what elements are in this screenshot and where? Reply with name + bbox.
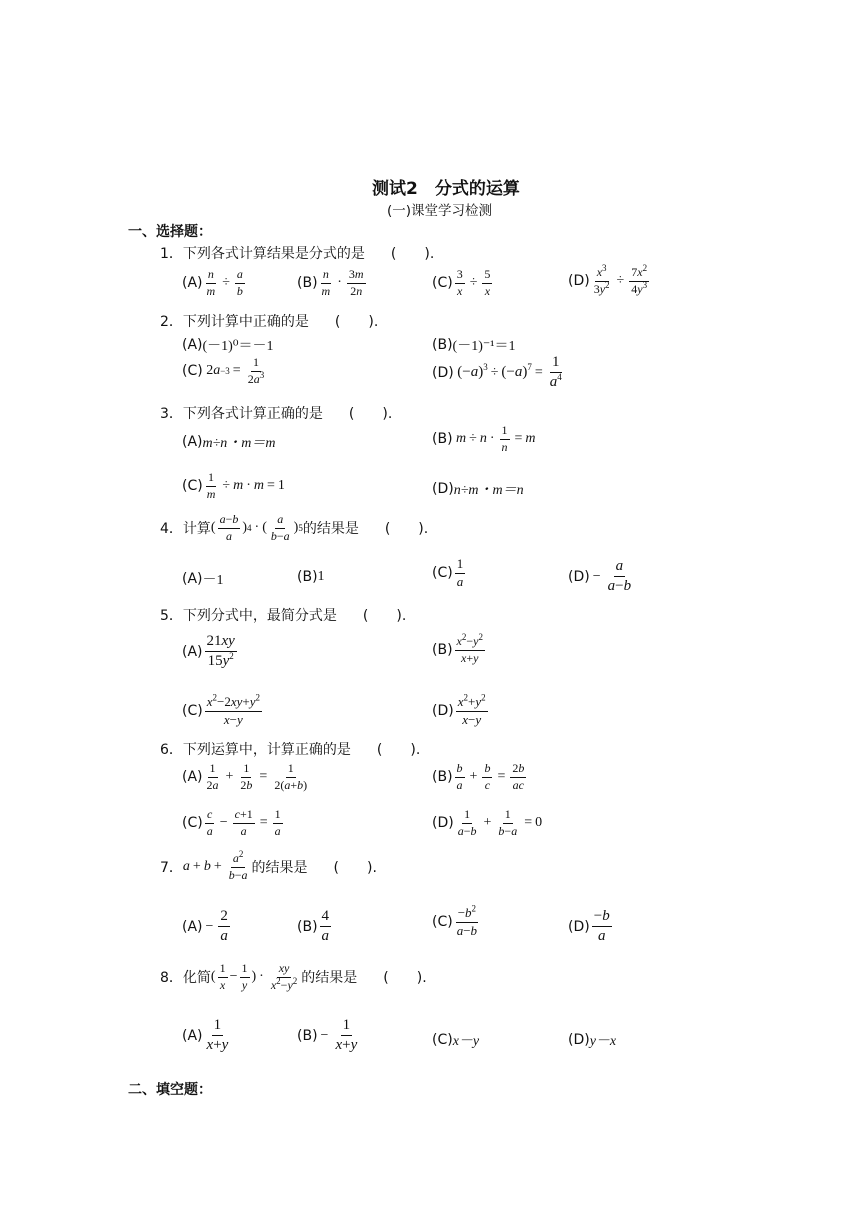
question-4: 4．计算 ( $\frac{a-b}{a}$ ) 4 · ( $\frac{a}{b-a}$ ) 5 的结果是 ( ).: [160, 512, 429, 543]
q6-option-a: (A) $\frac{1}{2a}$ + $\frac{1}{2b}$ = $\frac{1}{2(a+b)}$: [182, 761, 308, 792]
q1-option-c: (C) $\frac{3}{x}$ ÷ $\frac{5}{x}$: [432, 267, 491, 298]
q2-option-a: (A) (－1)⁰＝－1: [182, 337, 274, 354]
question-3-stem: 3．下列各式计算正确的是: [160, 406, 323, 422]
q6-option-d: (D) $\frac{1}{a-b}$ + $\frac{1}{b-a}$ = 0: [432, 807, 543, 838]
question-5: 5．下列分式中，最简分式是 ( ).: [160, 605, 406, 625]
section-heading-choice: 一、选择题：: [128, 224, 212, 240]
q5-option-c: (C) $\frac{x^2-2xy+y^2}{x-y}$: [182, 692, 260, 727]
q7-option-a: (A) − $\frac{2}{a}$: [182, 908, 228, 945]
question-5-stem: 5．下列分式中，最简分式是: [160, 608, 337, 624]
q7-option-c: (C) $\frac{-b^2}{a-b}$: [432, 903, 478, 938]
q3-option-a: (A) m÷n・m＝m: [182, 434, 276, 451]
q2-option-d: (D) $(-a)^3$ ÷ $(-a)^7$ = $\frac{1}{a^4}$: [432, 354, 562, 391]
q8-option-c: (C) x－y: [432, 1032, 480, 1049]
q7-option-b: (B) $\frac{4}{a}$: [297, 908, 330, 945]
q8-option-d: (D) y－x: [568, 1032, 617, 1049]
question-6-stem: 6．下列运算中，计算正确的是: [160, 742, 351, 758]
q4-option-d: (D) − $\frac{a}{a-b}$: [568, 558, 632, 595]
q5-option-b: (B) $\frac{x^2-y^2}{x+y}$: [432, 632, 483, 665]
q4-option-c: (C) $\frac{1}{a}$: [432, 556, 464, 589]
q2-option-c: (C) 2 a −3 = $\frac{1}{2a^3}$: [182, 355, 265, 386]
q3-option-c: (C) $\frac{1}{m}$ ÷ m · m = 1: [182, 470, 285, 501]
q8-option-a: (A) $\frac{1}{x+y}$: [182, 1017, 229, 1054]
q1-option-a: (A) $\frac{n}{m}$ ÷ $\frac{a}{b}$: [182, 267, 243, 298]
question-2-stem: 2．下列计算中正确的是: [160, 314, 309, 330]
q3-option-d: (D) n÷m・m＝n: [432, 481, 524, 498]
q8-option-b: (B) − $\frac{1}{x+y}$: [297, 1017, 358, 1054]
page-title: 测试2 分式的运算: [372, 179, 520, 199]
q1-option-d: (D) $\frac{x^3}{3y^2}$ ÷ $\frac{7x^2}{4y^3}$: [568, 263, 648, 296]
question-1-stem: 1．下列各式计算结果是分式的是: [160, 246, 365, 262]
q2-option-b: (B) (－1)⁻¹＝1: [432, 337, 516, 354]
q6-option-c: (C) $\frac{c}{a}$ − $\frac{c+1}{a}$ = $\frac{1}{a}$: [182, 807, 281, 838]
question-7: 7． a + b + $\frac{a^2}{b-a}$ 的结果是 ( ).: [160, 849, 377, 882]
q4-option-a: (A) －1: [182, 571, 224, 588]
q5-option-d: (D) $\frac{x^2+y^2}{x-y}$: [432, 692, 486, 727]
q4-option-b: (B) 1: [297, 569, 325, 585]
section-heading-fill: 二、填空题：: [128, 1082, 212, 1098]
answer-blank: ( ).: [390, 246, 435, 262]
question-2: 2．下列计算中正确的是 ( ).: [160, 311, 378, 331]
q6-option-b: (B) $\frac{b}{a}$ + $\frac{b}{c}$ = $\frac{2b}{ac}$: [432, 761, 525, 792]
page-subtitle: (一)课堂学习检测: [387, 203, 493, 219]
question-3: 3．下列各式计算正确的是 ( ).: [160, 403, 392, 423]
question-6: 6．下列运算中，计算正确的是 ( ).: [160, 739, 420, 759]
q3-option-b: (B) m ÷ n · $\frac{1}{n}$ = m: [432, 423, 536, 454]
q5-option-a: (A) $\frac{21xy}{15y^2}$: [182, 633, 235, 670]
q1-option-b: (B) $\frac{n}{m}$ · $\frac{3m}{2n}$: [297, 267, 364, 298]
question-8: 8．化简 ( $\frac{1}{x}$ − $\frac{1}{y}$ ) · $\frac{xy}{x^2-y^2}$ 的结果是 ( ).: [160, 961, 427, 992]
q7-option-d: (D) $\frac{-b}{a}$: [568, 908, 610, 945]
question-1: [160, 243, 434, 263]
